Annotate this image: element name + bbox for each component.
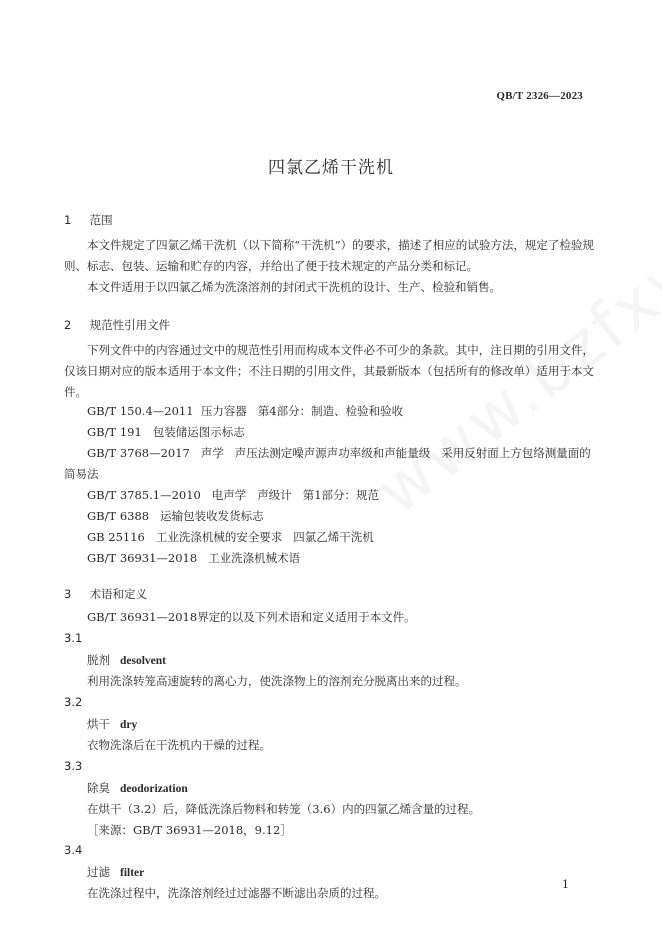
section-title: 范围	[89, 213, 113, 227]
term-chinese: 烘干	[87, 717, 110, 731]
standard-code: QB/T 2326—2023	[496, 90, 583, 102]
term-chinese: 脱剂	[87, 653, 110, 667]
section-heading-scope	[64, 212, 113, 228]
section-number: 1	[64, 213, 72, 227]
term-entry	[87, 652, 166, 668]
term-number: 3.1	[64, 631, 83, 645]
document-title: 四氯乙烯干洗机	[268, 158, 394, 178]
scope-paragraph-1: 本文件规定了四氯乙烯干洗机（以下简称“干洗机”）的要求，描述了相应的试验方法，规定了检验规则、标志、包装、运输和贮存的内容，并给出了便于技术规定的产品分类和标记。	[64, 238, 594, 273]
section-number: 3	[64, 587, 72, 601]
term-chinese: 过滤	[87, 865, 110, 879]
section-title: 规范性引用文件	[89, 318, 171, 332]
reference-item: GB/T 3768—2017 声学 声压法测定噪声源声功率级和声能量级 采用反射面上方包络测量面的	[87, 446, 591, 460]
term-entry	[87, 864, 144, 880]
terms-intro: GB/T 36931—2018界定的以及下列术语和定义适用于本文件。	[87, 610, 416, 624]
section-title: 术语和定义	[89, 587, 148, 601]
scope-paragraph-2: 本文件适用于以四氯乙烯为洗涤溶剂的封闭式干洗机的设计、生产、检验和销售。	[87, 280, 501, 294]
term-english: dry	[120, 719, 138, 731]
section-heading-terms	[64, 586, 147, 602]
reference-item: GB/T 6388 运输包装收发货标志	[87, 509, 264, 523]
term-english: filter	[120, 867, 145, 879]
term-source: ［来源：GB/T 36931—2018，9.12］	[87, 823, 292, 837]
term-definition: 衣物洗涤后在干洗机内干燥的过程。	[87, 738, 271, 752]
term-english: desolvent	[120, 655, 166, 667]
reference-item: GB/T 3785.1—2010 电声学 声级计 第1部分：规范	[87, 488, 380, 502]
term-english: deodorization	[120, 783, 188, 795]
term-entry	[87, 716, 137, 732]
section-number: 2	[64, 318, 72, 332]
term-number: 3.4	[64, 843, 83, 857]
term-number: 3.2	[64, 695, 83, 709]
term-number: 3.3	[64, 759, 83, 773]
references-intro: 下列文件中的内容通过文中的规范性引用而构成本文件必不可少的条款。其中，注日期的引用文件，仅该日期对应的版本适用于本文件；不注日期的引用文件，其最新版本（包括所有的修改单）适用于本文件。	[64, 343, 594, 399]
term-entry	[87, 780, 188, 796]
reference-item: GB/T 191 包装储运图示标志	[87, 425, 245, 439]
term-definition: 利用洗涤转笼高速旋转的离心力，使洗涤物上的溶剂充分脱离出来的过程。	[87, 674, 467, 688]
page-number: 1	[562, 878, 569, 891]
reference-item-continued: 简易法	[64, 467, 99, 481]
term-chinese: 除臭	[87, 781, 110, 795]
reference-item: GB/T 36931—2018 工业洗涤机械术语	[87, 551, 301, 565]
section-heading-references	[64, 317, 170, 333]
term-definition: 在洗涤过程中，洗涤溶剂经过过滤器不断滤出杂质的过程。	[87, 886, 386, 900]
watermark	[363, 145, 662, 530]
reference-item: GB/T 150.4—2011 压力容器 第4部分：制造、检验和验收	[87, 404, 404, 418]
reference-item: GB 25116 工业洗涤机械的安全要求 四氯乙烯干洗机	[87, 530, 374, 544]
term-definition: 在烘干（3.2）后，降低洗涤后物料和转笼（3.6）内的四氯乙烯含量的过程。	[87, 802, 481, 816]
